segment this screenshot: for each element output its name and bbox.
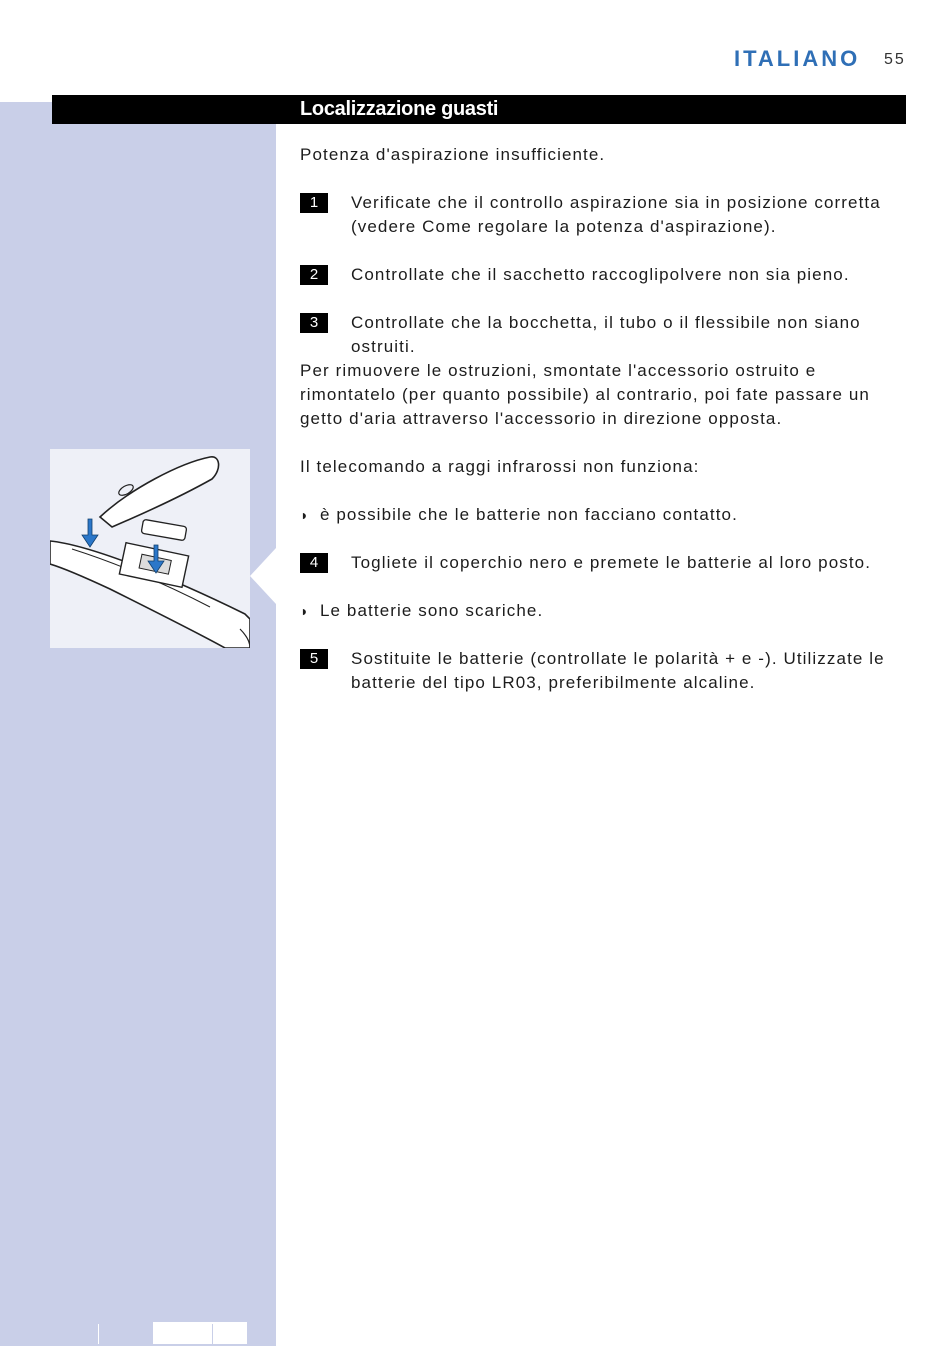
- problem-remote: Il telecomando a raggi infrarossi non funziona:: [300, 457, 700, 476]
- problem-weak-suction: Potenza d'aspirazione insufficiente.: [300, 145, 606, 164]
- step-number-badge: 3: [300, 313, 328, 333]
- step-text: Controllate che la bocchetta, il tubo o il flessibile non siano ostruiti.: [351, 313, 861, 356]
- troubleshooting-content: [300, 143, 900, 719]
- footer-marks: [0, 1320, 950, 1346]
- sidebar-panel: [0, 102, 276, 1346]
- cause-bullet-empty: [300, 599, 900, 623]
- step-2: [300, 263, 900, 287]
- obstruction-note: Per rimuovere le ostruzioni, smontate l'accessorio ostruito e rimontatelo (per quanto possibile) al contrario, poi fate passare un getto d'aria attraverso l'accessorio in direzione opposta.: [300, 361, 870, 428]
- step-number-badge: 5: [300, 649, 328, 669]
- bullet-text: Le batterie sono scariche.: [320, 601, 544, 620]
- language-label: ITALIANO: [734, 46, 861, 71]
- section-title: Localizzazione guasti: [300, 98, 499, 120]
- bullet-icon: ◗: [300, 603, 309, 619]
- step-text: Sostituite le batterie (controllate le polarità + e -). Utilizzate le batterie del tipo LR03, preferibilmente alcaline.: [351, 649, 885, 692]
- footer-rule: [212, 1324, 213, 1344]
- step-number-badge: 2: [300, 265, 328, 285]
- step-3: [300, 311, 900, 359]
- bullet-icon: ◗: [300, 507, 309, 523]
- step-4: [300, 551, 900, 575]
- step-number-badge: 4: [300, 553, 328, 573]
- step-number-badge: 1: [300, 193, 328, 213]
- remote-battery-illustration: [50, 449, 250, 648]
- step-text: Togliete il coperchio nero e premete le batterie al loro posto.: [351, 553, 872, 572]
- sidebar-notch: [250, 548, 276, 604]
- page-number: 55: [884, 51, 906, 68]
- step-1: [300, 191, 900, 239]
- footer-rule: [98, 1324, 99, 1344]
- footer-block: [153, 1322, 247, 1344]
- step-text: Verificate che il controllo aspirazione sia in posizione corretta (vedere Come regolare la potenza d'aspirazione).: [351, 193, 881, 236]
- step-text: Controllate che il sacchetto raccoglipolvere non sia pieno.: [351, 265, 850, 284]
- cause-bullet-contact: [300, 503, 900, 527]
- step-5: [300, 647, 900, 695]
- remote-battery-drawing: [50, 449, 250, 648]
- bullet-text: è possibile che le batterie non facciano contatto.: [320, 505, 738, 524]
